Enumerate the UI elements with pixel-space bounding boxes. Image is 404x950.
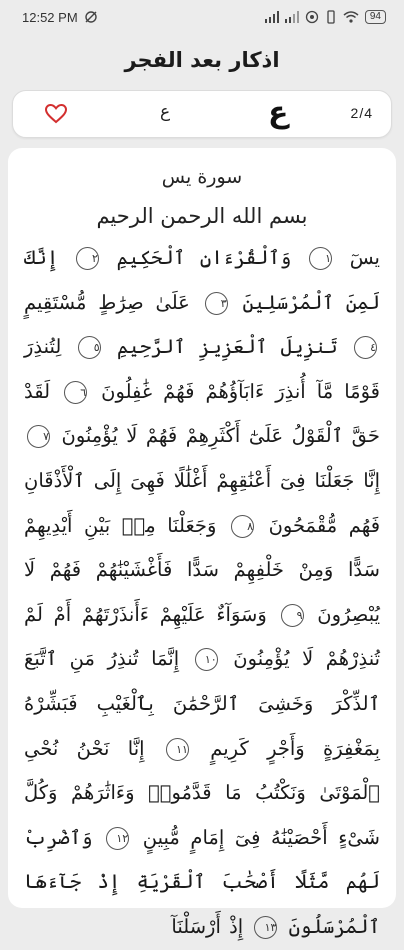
ayah-number-marker: ٤ bbox=[354, 336, 377, 359]
reader-controls bbox=[12, 90, 392, 138]
ayah-number-marker: ٢ bbox=[76, 247, 99, 270]
verse-text: وَسَوَآءٌ عَلَيْهِمْ ءَأَنذَرْتَهُمْ أَمْ لَمْ تُنذِرْهُمْ لَا يُؤْمِنُونَ bbox=[24, 602, 381, 671]
verse-text: إِنَّا جَعَلْنَا فِىٓ أَعْنَٰقِهِمْ أَغْلَٰلًا فَهِىَ إِلَى ٱلْأَذْقَانِ فَهُم مُّقْمَحُونَ bbox=[24, 468, 381, 537]
wifi-icon bbox=[343, 11, 359, 23]
signal-icon bbox=[265, 11, 279, 23]
ayah-number-marker: ٩ bbox=[281, 604, 304, 627]
verse-text: وَٱضْرِبْ لَهُم مَّثَلًا أَصْحَٰبَ ٱلْقَرْيَةِ إِذْ جَآءَهَا ٱلْمُرْسَلُونَ bbox=[24, 825, 380, 938]
no-sync-icon bbox=[84, 10, 98, 24]
status-bar bbox=[0, 0, 404, 34]
page-title: اذكار بعد الفجر bbox=[124, 48, 280, 72]
verse-text: عَلَىٰ صِرَٰطٍ مُّسْتَقِيمٍ bbox=[24, 290, 190, 314]
verse-text: وَجَعَلْنَا مِنۢ بَيْنِ أَيْدِيهِمْ سَدًّا وَمِنْ خَلْفِهِمْ سَدًّا فَأَغْشَيْنَٰهُمْ فَهُمْ لَا يُبْصِرُونَ bbox=[24, 513, 381, 626]
decrease-font-button[interactable]: ع bbox=[160, 102, 171, 122]
dhikr-content-card bbox=[8, 148, 396, 938]
ayah-number-marker: ١٢ bbox=[106, 827, 129, 850]
ayah-number-marker: ٧ bbox=[27, 425, 50, 448]
verse-text: يسٓ bbox=[349, 246, 380, 269]
battery-indicator: 94 bbox=[365, 10, 386, 24]
data-saver-icon bbox=[305, 10, 319, 24]
ayah-number-marker: ١ bbox=[309, 247, 332, 270]
ayah-number-marker: ٣ bbox=[205, 292, 228, 315]
status-right bbox=[265, 10, 386, 24]
ayah-number-marker: ٨ bbox=[231, 515, 254, 538]
vibrate-icon bbox=[325, 10, 337, 24]
status-time: 12:52 PM bbox=[22, 9, 78, 25]
surah-title: سورة يس bbox=[161, 166, 243, 188]
verse-text: إِذْ أَرْسَلْنَآ bbox=[171, 914, 244, 938]
basmala: بسم الله الرحمن الرحيم bbox=[96, 204, 308, 228]
verse-text: لِتُنذِرَ قَوْمًا مَّآ أُنذِرَ ءَابَآؤُهُمْ فَهُمْ غَٰفِلُونَ bbox=[24, 335, 380, 403]
verse-text: لَقَدْ حَقَّ ٱلْقَوْلُ عَلَىٰٓ أَكْثَرِهِمْ فَهُمْ لَا يُؤْمِنُونَ bbox=[24, 379, 380, 448]
ayah-number-marker: ٥ bbox=[78, 336, 101, 359]
verse-text: وَٱلْقُرْءَانِ ٱلْحَكِيمِ bbox=[116, 246, 292, 269]
app-bar bbox=[0, 34, 404, 86]
verse-text: إِنَّا نَحْنُ نُحْىِ ٱلْمَوْتَىٰ وَنَكْتُبُ مَا قَدَّمُوا۟ وَءَاثَٰرَهُمْ وَكُلَّ شَىْءٍ أَحْصَيْنَٰهُ فِىٓ إِمَامٍ مُّبِينٍ bbox=[24, 736, 380, 849]
status-left bbox=[22, 10, 98, 25]
page-counter: 2/4 bbox=[350, 105, 373, 121]
verse-text: إِنَّمَا تُنذِرُ مَنِ ٱتَّبَعَ ٱلذِّكْرَ وَخَشِىَ ٱلرَّحْمَٰنَ بِٱلْغَيْبِ فَبَشِّرْهُ بِمَغْفِرَةٍ وَأَجْرٍ كَرِيمٍ bbox=[24, 647, 380, 760]
ayah-number-marker: ١٣ bbox=[254, 916, 277, 939]
ayah-number-marker: ١٠ bbox=[195, 648, 218, 671]
increase-font-button[interactable]: ع bbox=[268, 95, 289, 130]
ayah-number-marker: ٦ bbox=[64, 381, 87, 404]
favorite-heart-icon[interactable] bbox=[45, 104, 67, 128]
quran-text bbox=[8, 228, 396, 950]
verse-text: إِنَّكَ لَمِنَ ٱلْمُرْسَلِينَ bbox=[24, 246, 381, 314]
signal-2-icon bbox=[285, 11, 299, 23]
verse-text: تَنزِيلَ ٱلْعَزِيزِ ٱلرَّحِيمِ bbox=[116, 335, 338, 359]
ayah-number-marker: ١١ bbox=[166, 738, 189, 761]
